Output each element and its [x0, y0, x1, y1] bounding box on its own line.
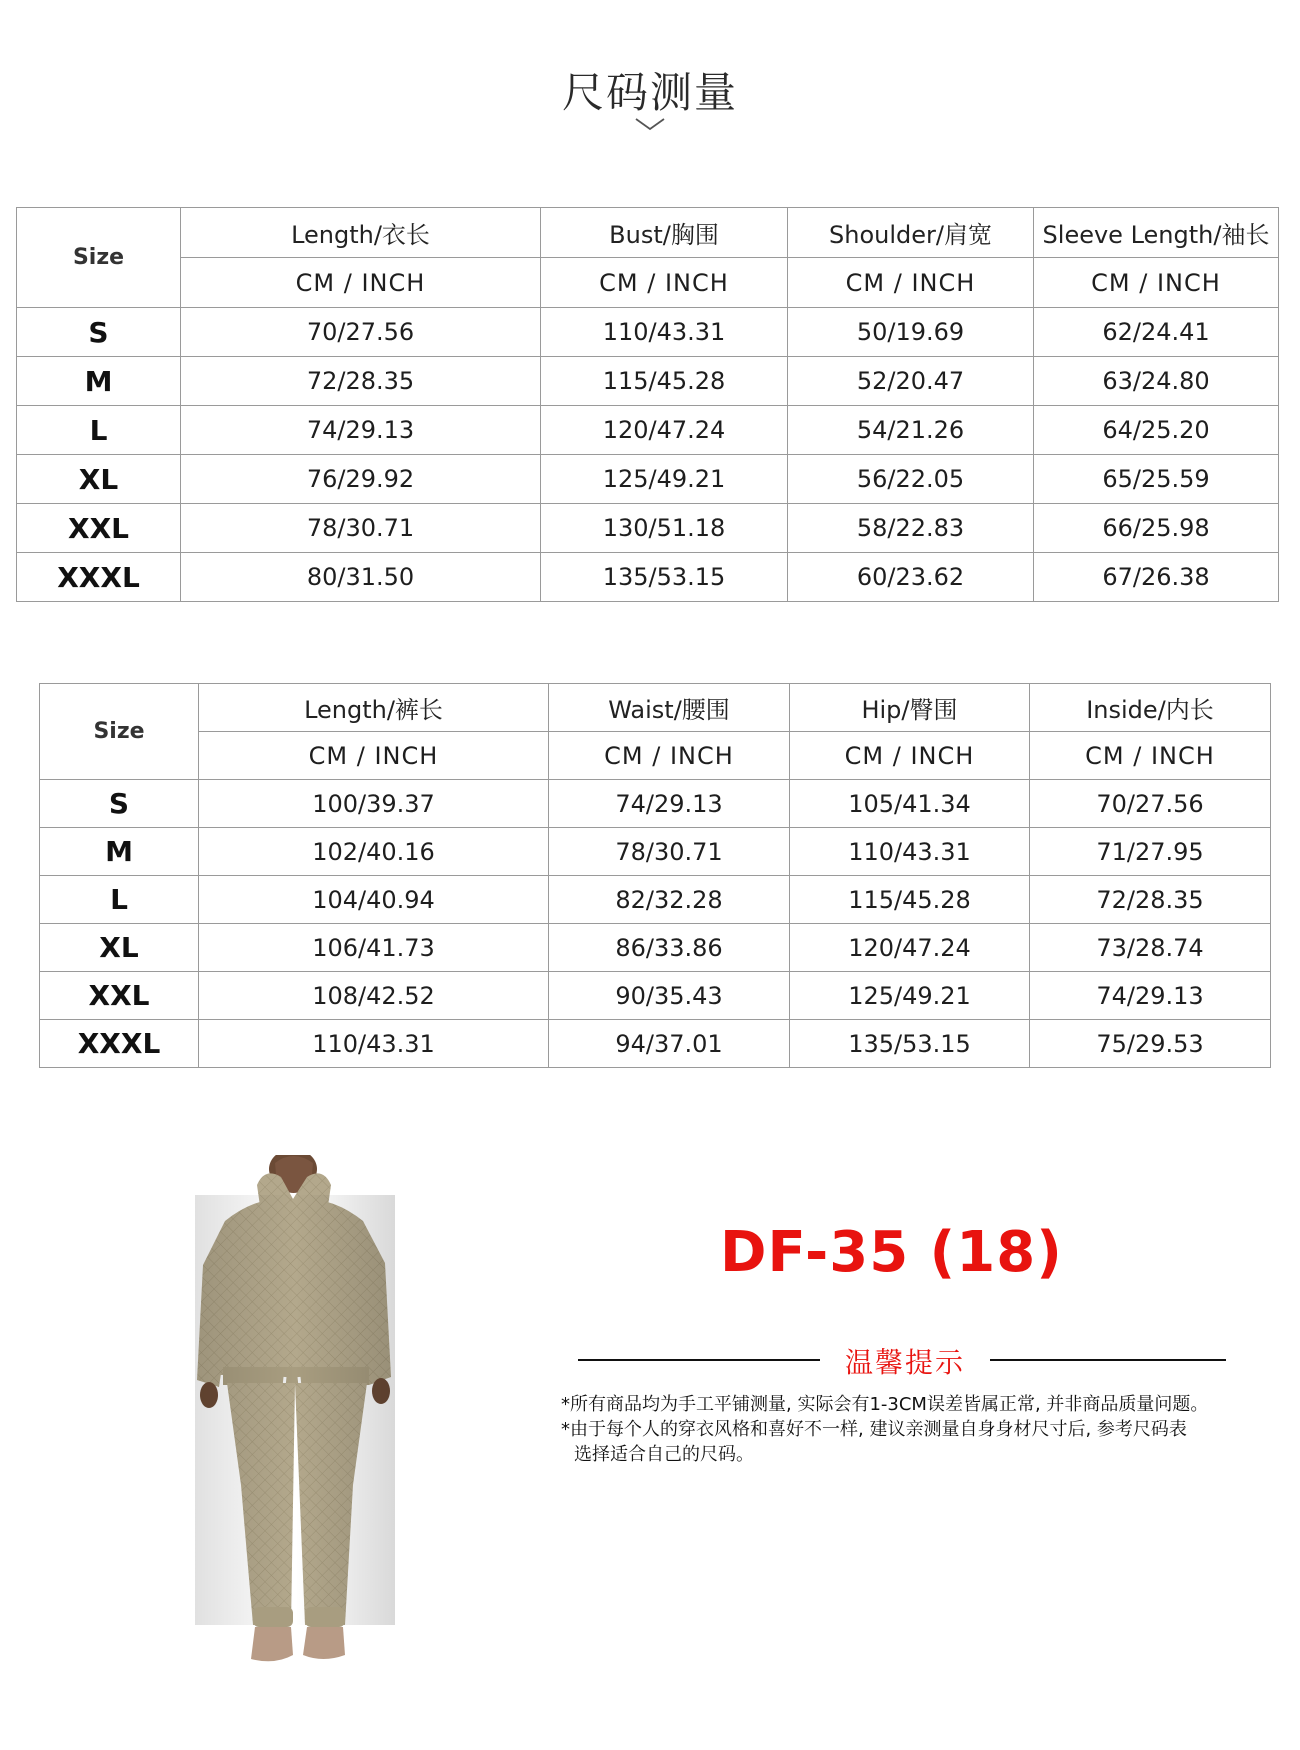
value-cell: 62/24.41 — [1034, 308, 1279, 357]
tips-heading: 温馨提示 — [844, 1346, 965, 1379]
value-cell: 125/49.21 — [541, 455, 788, 504]
value-cell: 115/45.28 — [790, 876, 1030, 924]
value-cell: 94/37.01 — [549, 1020, 790, 1068]
value-cell: 58/22.83 — [788, 504, 1034, 553]
value-cell: 90/35.43 — [549, 972, 790, 1020]
bottom-size-table — [39, 683, 1271, 1068]
tip-line: *由于每个人的穿衣风格和喜好不一样, 建议亲测量自身身材尺寸后, 参考尺码表 — [561, 1419, 1187, 1440]
column-header: Hip/臀围 — [790, 684, 1030, 732]
unit-header: CM / INCH — [788, 258, 1034, 308]
value-cell: 76/29.92 — [181, 455, 541, 504]
column-header: Length/裤长 — [199, 684, 549, 732]
table-row — [40, 876, 1271, 924]
value-cell: 54/21.26 — [788, 406, 1034, 455]
size-cell: S — [40, 780, 199, 828]
value-cell: 63/24.80 — [1034, 357, 1279, 406]
value-cell: 56/22.05 — [788, 455, 1034, 504]
value-cell: 78/30.71 — [181, 504, 541, 553]
table-row — [40, 1020, 1271, 1068]
size-cell: XXL — [17, 504, 181, 553]
page-title: 尺码测量 — [561, 68, 738, 117]
top-size-table — [16, 207, 1279, 602]
column-header: Shoulder/肩宽 — [788, 208, 1034, 258]
value-cell: 104/40.94 — [199, 876, 549, 924]
model-photo — [195, 1155, 405, 1675]
column-header: Waist/腰围 — [549, 684, 790, 732]
size-cell: XXXL — [17, 553, 181, 602]
value-cell: 82/32.28 — [549, 876, 790, 924]
divider-left — [578, 1359, 820, 1361]
unit-header: CM / INCH — [1034, 258, 1279, 308]
value-cell: 120/47.24 — [541, 406, 788, 455]
value-cell: 74/29.13 — [181, 406, 541, 455]
value-cell: 86/33.86 — [549, 924, 790, 972]
value-cell: 67/26.38 — [1034, 553, 1279, 602]
value-cell: 70/27.56 — [1030, 780, 1271, 828]
value-cell: 130/51.18 — [541, 504, 788, 553]
table-row — [17, 357, 1279, 406]
tips-notes — [561, 1392, 1208, 1467]
value-cell: 105/41.34 — [790, 780, 1030, 828]
value-cell: 115/45.28 — [541, 357, 788, 406]
value-cell: 72/28.35 — [181, 357, 541, 406]
value-cell: 102/40.16 — [199, 828, 549, 876]
tip-line: 选择适合自己的尺码。 — [574, 1444, 754, 1465]
table-row — [40, 924, 1271, 972]
table-row — [40, 972, 1271, 1020]
value-cell: 74/29.13 — [1030, 972, 1271, 1020]
table-row — [17, 308, 1279, 357]
size-cell: XL — [17, 455, 181, 504]
unit-header: CM / INCH — [790, 732, 1030, 780]
size-cell: L — [40, 876, 199, 924]
value-cell: 108/42.52 — [199, 972, 549, 1020]
size-cell: XXXL — [40, 1020, 199, 1068]
size-cell: S — [17, 308, 181, 357]
tip-line: *所有商品均为手工平铺测量, 实际会有1-3CM误差皆属正常, 并非商品质量问题。 — [561, 1394, 1209, 1415]
size-cell: XL — [40, 924, 199, 972]
value-cell: 64/25.20 — [1034, 406, 1279, 455]
value-cell: 73/28.74 — [1030, 924, 1271, 972]
value-cell: 120/47.24 — [790, 924, 1030, 972]
chevron-down-icon — [632, 116, 668, 132]
size-cell: M — [40, 828, 199, 876]
value-cell: 80/31.50 — [181, 553, 541, 602]
table-row — [40, 828, 1271, 876]
value-cell: 100/39.37 — [199, 780, 549, 828]
value-cell: 135/53.15 — [541, 553, 788, 602]
divider-right — [990, 1359, 1226, 1361]
value-cell: 74/29.13 — [549, 780, 790, 828]
value-cell: 52/20.47 — [788, 357, 1034, 406]
unit-header: CM / INCH — [549, 732, 790, 780]
column-header: Bust/胸围 — [541, 208, 788, 258]
table-row — [17, 504, 1279, 553]
value-cell: 60/23.62 — [788, 553, 1034, 602]
value-cell: 66/25.98 — [1034, 504, 1279, 553]
value-cell: 75/29.53 — [1030, 1020, 1271, 1068]
table-row — [17, 406, 1279, 455]
value-cell: 65/25.59 — [1034, 455, 1279, 504]
size-header: Size — [17, 208, 181, 308]
size-cell: L — [17, 406, 181, 455]
unit-header: CM / INCH — [181, 258, 541, 308]
model-code: DF-35 (18) — [720, 1220, 1063, 1285]
unit-header: CM / INCH — [199, 732, 549, 780]
size-header: Size — [40, 684, 199, 780]
table-row — [17, 455, 1279, 504]
value-cell: 71/27.95 — [1030, 828, 1271, 876]
unit-header: CM / INCH — [541, 258, 788, 308]
value-cell: 135/53.15 — [790, 1020, 1030, 1068]
column-header: Length/衣长 — [181, 208, 541, 258]
table-row — [17, 553, 1279, 602]
value-cell: 78/30.71 — [549, 828, 790, 876]
column-header: Inside/内长 — [1030, 684, 1271, 732]
size-cell: XXL — [40, 972, 199, 1020]
value-cell: 50/19.69 — [788, 308, 1034, 357]
table-row — [40, 780, 1271, 828]
value-cell: 110/43.31 — [199, 1020, 549, 1068]
value-cell: 70/27.56 — [181, 308, 541, 357]
value-cell: 110/43.31 — [541, 308, 788, 357]
value-cell: 106/41.73 — [199, 924, 549, 972]
unit-header: CM / INCH — [1030, 732, 1271, 780]
value-cell: 110/43.31 — [790, 828, 1030, 876]
value-cell: 125/49.21 — [790, 972, 1030, 1020]
value-cell: 72/28.35 — [1030, 876, 1271, 924]
size-cell: M — [17, 357, 181, 406]
column-header: Sleeve Length/袖长 — [1034, 208, 1279, 258]
